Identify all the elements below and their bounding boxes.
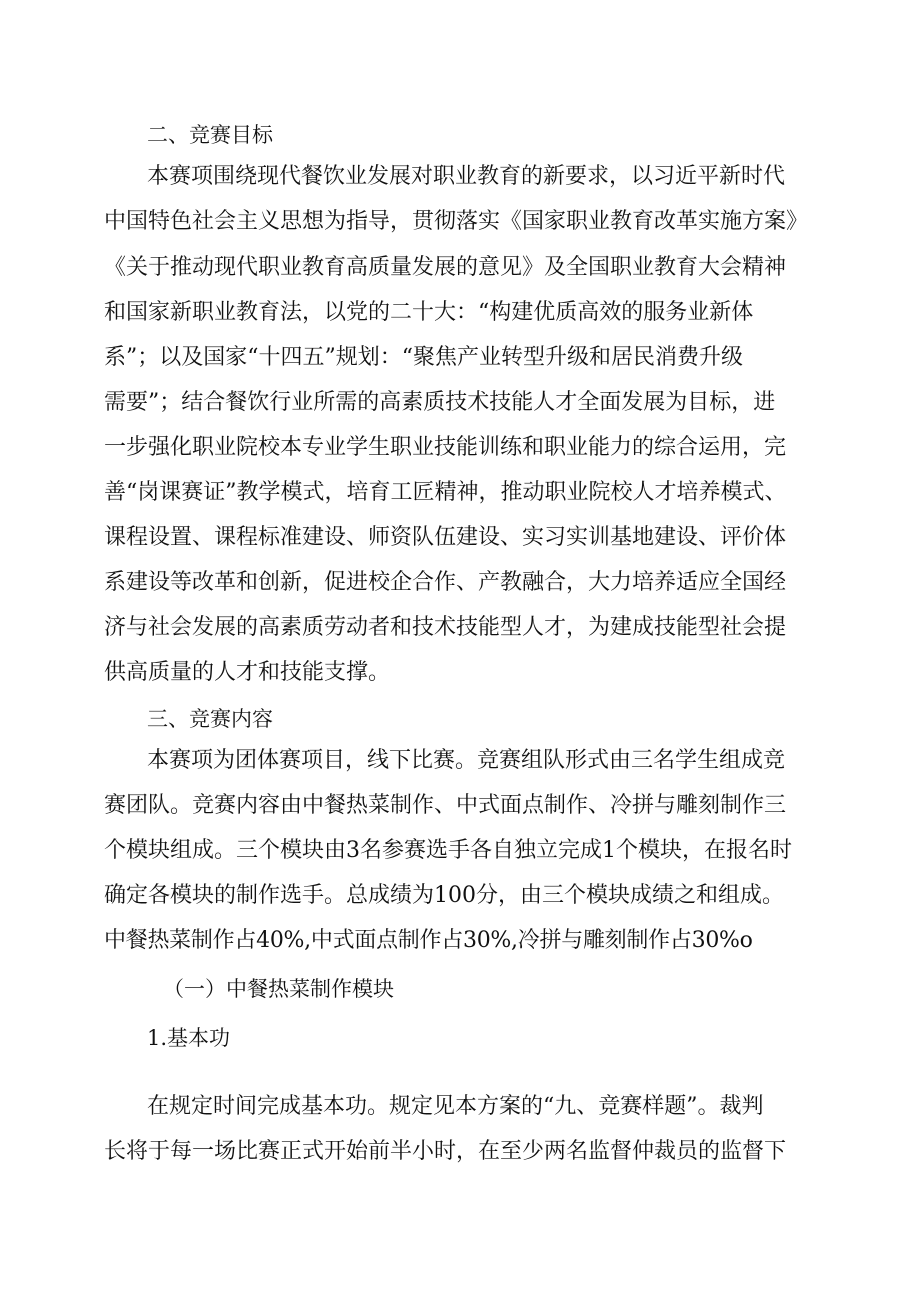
paragraph-line: 中餐热菜制作占40%,中式面点制作占30%,冷拼与雕刻制作占30%o [104,928,753,953]
paragraph-line: 系建设等改革和创新，促进校企合作、产教融合，大力培养适应全国经 [104,570,787,595]
section-heading: 二、竞赛目标 [147,123,273,147]
paragraph-line: 需要”；结合餐饮行业所需的高素质技术技能人才全面发展为目标，进 [104,390,776,415]
paragraph-line: 确定各模块的制作选手。总成绩为100分，由三个模块成绩之和组成。 [104,883,784,908]
paragraph-line: 课程设置、课程标准建设、师资队伍建设、实习实训基地建设、评价体 [104,525,787,550]
paragraph-line: 本赛项为团体赛项目，线下比赛。竞赛组队形式由三名学生组成竞 [147,748,786,773]
paragraph-line: 供高质量的人才和技能支撑。 [104,660,391,685]
item-heading: 1.基本功 [147,1026,231,1050]
paragraph-line: 一步强化职业院校本专业学生职业技能训练和职业能力的综合运用，完 [104,435,787,460]
paragraph-line: 个模块组成。三个模块由3名参赛选手各自独立完成1个模块，在报名时 [104,838,792,863]
paragraph-line: 中国特色社会主义思想为指导，贯彻落实《国家职业教育改革实施方案》 [104,209,809,234]
paragraph-line: 系”；以及国家“十四五”规划：“聚焦产业转型升级和居民消费升级 [104,345,743,370]
paragraph-line: 善“岗课赛证”教学模式，培育工匠精神，推动职业院校人才培养模式、 [104,480,787,505]
paragraph-line: 在规定时间完成基本功。规定见本方案的“九、竞赛样题”。裁判 [147,1094,764,1119]
paragraph-line: 《关于推动现代职业教育高质量发展的意见》及全国职业教育大会精神 [104,255,787,280]
paragraph-line: 长将于每一场比赛正式开始前半小时，在至少两名监督仲裁员的监督下 [104,1139,787,1164]
subsection-heading: （一）中餐热菜制作模块 [163,977,394,1001]
paragraph-line: 赛团队。竞赛内容由中餐热菜制作、中式面点制作、冷拼与雕刻制作三 [104,793,787,818]
section-heading: 三、竞赛内容 [147,707,273,731]
paragraph-line: 本赛项围绕现代餐饮业发展对职业教育的新要求，以习近平新时代 [147,164,786,189]
paragraph-line: 和国家新职业教育法，以党的二十大：“构建优质高效的服务业新体 [104,300,754,325]
paragraph-line: 济与社会发展的高素质劳动者和技术技能型人才，为建成技能型社会提 [104,615,787,640]
